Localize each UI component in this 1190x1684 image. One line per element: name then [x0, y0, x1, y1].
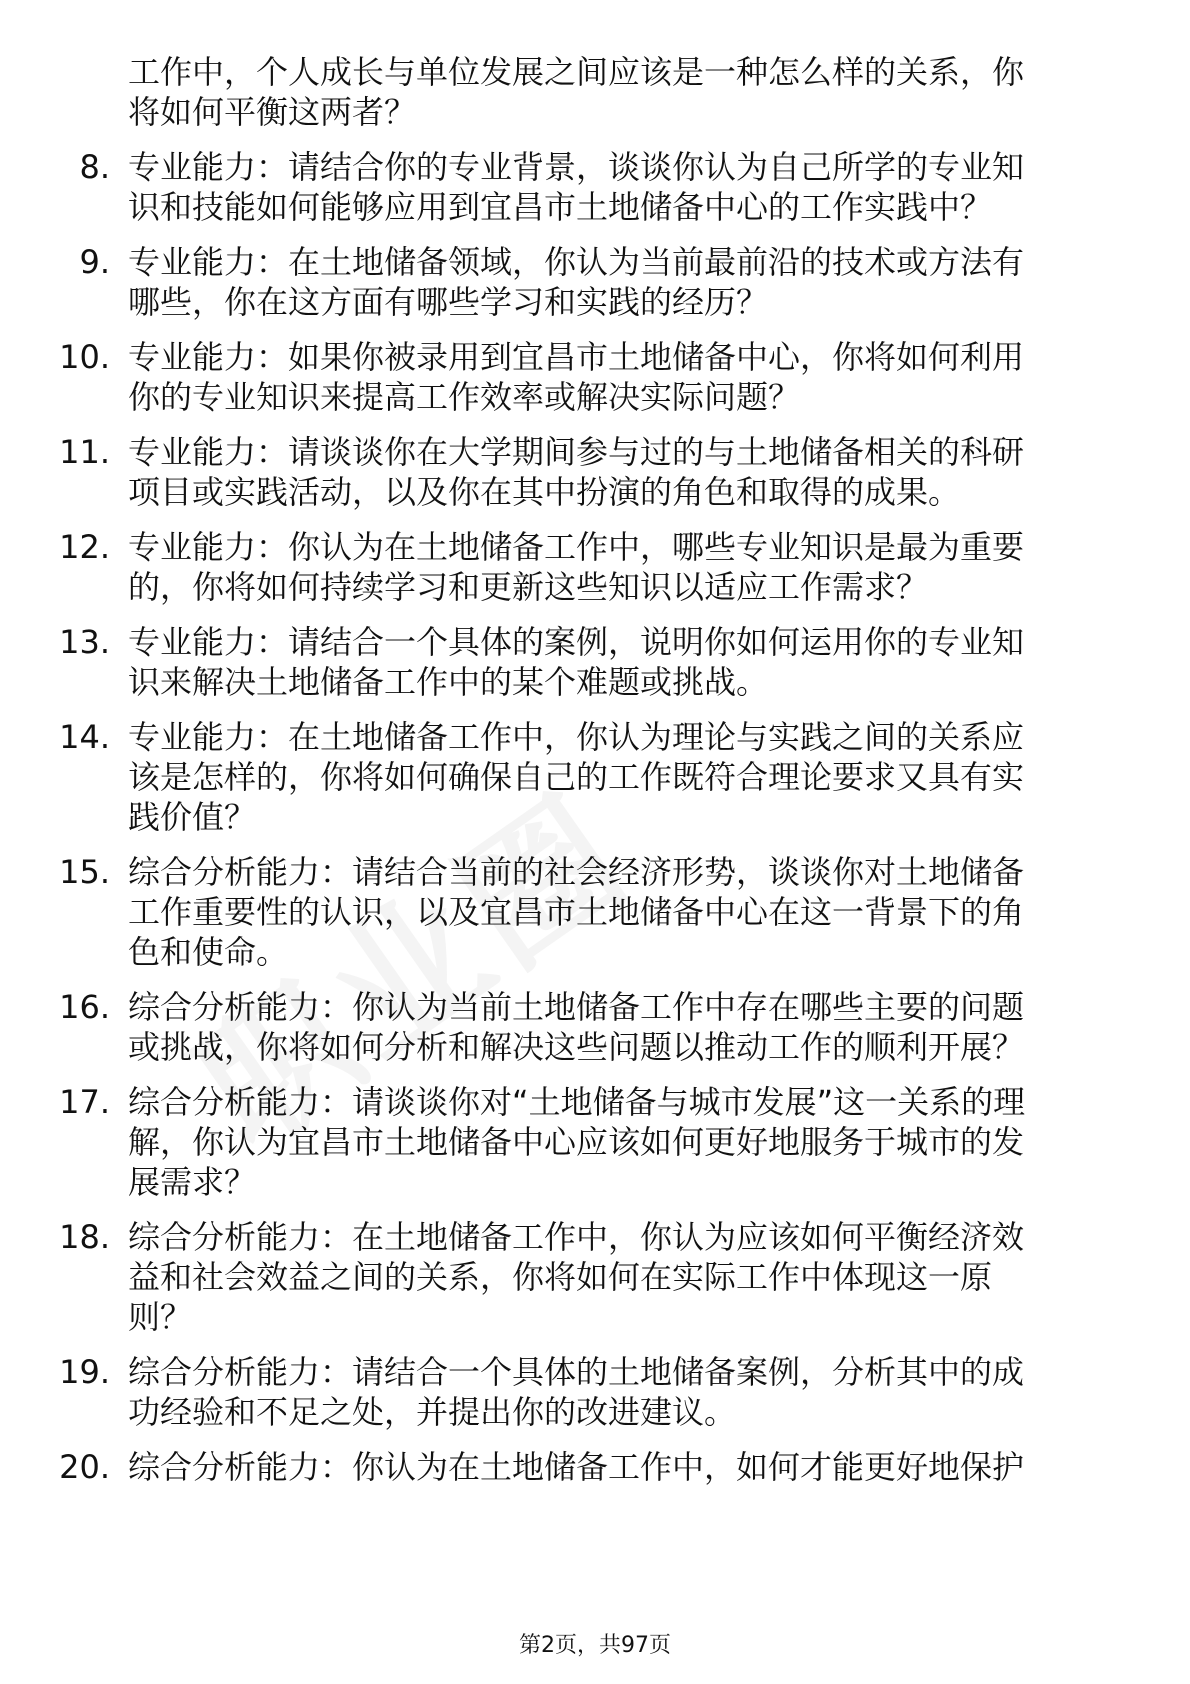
question-number: 8. — [79, 148, 110, 186]
question-line: 则？ — [128, 1298, 193, 1336]
question-number: 17. — [59, 1083, 110, 1121]
question-line: 综合分析能力：请结合一个具体的土地储备案例，分析其中的成 — [128, 1353, 1025, 1391]
question-number: 18. — [59, 1218, 110, 1256]
question-number: 14. — [59, 718, 110, 756]
intro-line: 工作中，个人成长与单位发展之间应该是一种怎么样的关系，你 — [128, 53, 1025, 91]
question-line: 综合分析能力：你认为当前土地储备工作中存在哪些主要的问题 — [128, 988, 1025, 1026]
question-line: 益和社会效益之间的关系，你将如何在实际工作中体现这一原 — [128, 1258, 993, 1296]
question-line: 色和使命。 — [128, 933, 289, 971]
question-line: 或挑战，你将如何分析和解决这些问题以推动工作的顺利开展？ — [128, 1028, 1025, 1066]
question-line: 专业能力：请结合你的专业背景，谈谈你认为自己所学的专业知 — [128, 148, 1025, 186]
question-number: 20. — [59, 1448, 110, 1486]
question-line: 的，你将如何持续学习和更新这些知识以适应工作需求？ — [128, 568, 929, 606]
question-line: 展需求？ — [128, 1163, 257, 1201]
page-number: 第2页，共97页 — [519, 1633, 671, 1658]
intro-line: 将如何平衡这两者？ — [128, 93, 417, 131]
question-line: 功经验和不足之处，并提出你的改进建议。 — [128, 1393, 737, 1431]
question-line: 专业能力：在土地储备工作中，你认为理论与实践之间的关系应 — [128, 718, 1025, 756]
question-line: 解，你认为宜昌市土地储备中心应该如何更好地服务于城市的发 — [128, 1123, 1025, 1161]
question-number: 10. — [59, 338, 110, 376]
question-line: 践价值？ — [128, 798, 257, 836]
question-number: 19. — [59, 1353, 110, 1391]
question-line: 专业能力：请谈谈你在大学期间参与过的与土地储备相关的科研 — [128, 433, 1025, 471]
question-number: 13. — [59, 623, 110, 661]
question-line: 识和技能如何能够应用到宜昌市土地储备中心的工作实践中？ — [128, 188, 993, 226]
question-number: 9. — [79, 243, 110, 281]
question-line: 哪些，你在这方面有哪些学习和实践的经历？ — [128, 283, 769, 321]
question-line: 综合分析能力：你认为在土地储备工作中，如何才能更好地保护 — [128, 1448, 1025, 1486]
question-line: 综合分析能力：请结合当前的社会经济形势，谈谈你对土地储备 — [128, 853, 1025, 891]
question-line: 你的专业知识来提高工作效率或解决实际问题？ — [128, 378, 801, 416]
question-line: 综合分析能力：在土地储备工作中，你认为应该如何平衡经济效 — [128, 1218, 1025, 1256]
question-number: 12. — [59, 528, 110, 566]
question-line: 专业能力：在土地储备领域，你认为当前最前沿的技术或方法有 — [128, 243, 1025, 281]
question-line: 工作重要性的认识，以及宜昌市土地储备中心在这一背景下的角 — [128, 893, 1025, 931]
question-line: 专业能力：你认为在土地储备工作中，哪些专业知识是最为重要 — [128, 528, 1025, 566]
question-number: 11. — [59, 433, 110, 471]
question-line: 专业能力：如果你被录用到宜昌市土地储备中心，你将如何利用 — [128, 338, 1025, 376]
question-line: 专业能力：请结合一个具体的案例，说明你如何运用你的专业知 — [128, 623, 1025, 661]
question-number: 15. — [59, 853, 110, 891]
question-line: 综合分析能力：请谈谈你对“土地储备与城市发展”这一关系的理 — [128, 1083, 1026, 1121]
question-number: 16. — [59, 988, 110, 1026]
question-line: 识来解决土地储备工作中的某个难题或挑战。 — [128, 663, 769, 701]
question-line: 该是怎样的，你将如何确保自己的工作既符合理论要求又具有实 — [128, 758, 1025, 796]
question-line: 项目或实践活动，以及你在其中扮演的角色和取得的成果。 — [128, 473, 961, 511]
